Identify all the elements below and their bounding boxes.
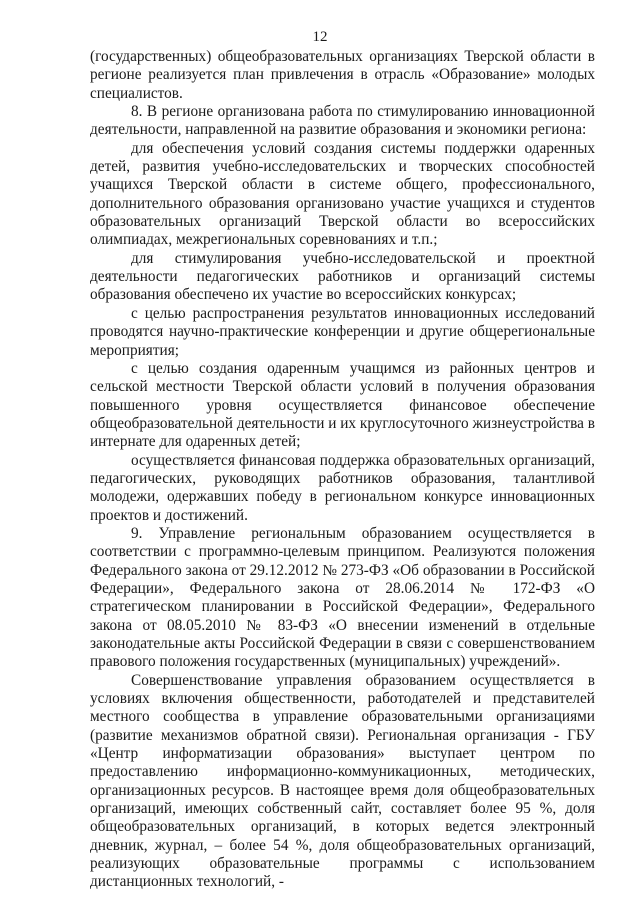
document-body: [90, 48, 595, 892]
paragraph-teacher-contests: для стимулирования учебно-исследовательской и проектной деятельности педагогических работников и организаций системы образования обеспечено их участие во всероссийских конкурсах;: [90, 249, 595, 304]
paragraph-management-improvement: Совершенствование управления образованием осуществляется в условиях включения общественности, работодателей и представителей местного сообщества в управление образовательными организациями (развитие механизмов обратной связи). Региональная организация - ГБУ «Центр информатизации образования» выступает центром по предоставлению информационно-коммуникационных, методических, организационных ресурсов. В настоящее время доля общеобразовательных организаций, имеющих собственный сайт, составляет более 95 %, доля общеобразовательных организаций, в которых ведется электронный дневник, журнал, – более 54 %, доля общеобразовательных организаций, реализующих образовательные программы с использованием дистанционных технологий, -: [90, 671, 595, 891]
paragraph-conferences: с целью распространения результатов инновационных исследований проводятся научно-практические конференции и другие общерегиональные мероприятия;: [90, 304, 595, 359]
paragraph-continuation: (государственных) общеобразовательных организациях Тверской области в регионе реализуется план привлечения в отрасль «Образование» молодых специалистов.: [90, 48, 595, 102]
paragraph-financial-support: осуществляется финансовая поддержка образовательных организаций, педагогических, руководящих работников образования, талантливой молодежи, одержавших победу в региональном конкурсе инновационных проектов и достижений.: [90, 451, 595, 524]
paragraph-item-8-intro: 8. В регионе организована работа по стимулированию инновационной деятельности, направленной на развитие образования и экономики региона:: [90, 103, 595, 139]
paragraph-boarding-school: с целью создания одаренным учащимся из районных центров и сельской местности Тверской области условий в получения образования повышенного уровня осуществляется финансовое обеспечение общеобразовательной деятельности и их круглосуточного жизнеустройства в интернате для одаренных детей;: [90, 359, 595, 451]
page-number: 12: [312, 29, 328, 45]
paragraph-item-9-management: 9. Управление региональным образованием осуществляется в соответствии с программно-целевым принципом. Реализуются положения Федерального закона от 29.12.2012 № 273-ФЗ «Об образовании в Российской Федерации», Федерального закона от 28.06.2014 № 172-ФЗ «О стратегическом планировании в Российской Федерации», Федерального закона от 08.05.2010 № 83-ФЗ «О внесении изменений в отдельные законодательные акты Российской Федерации в связи с совершенствованием правового положения государственных (муниципальных) учреждений».: [90, 524, 595, 671]
paragraph-gifted-children-support: для обеспечения условий создания системы поддержки одаренных детей, развития учебно-исследовательских и творческих способностей учащихся Тверской области в системе общего, профессионального, дополнительного образования организовано участие учащихся и студентов образовательных организаций Тверской области во всероссийских олимпиадах, межрегиональных соревнованиях и т.п.;: [90, 139, 595, 249]
